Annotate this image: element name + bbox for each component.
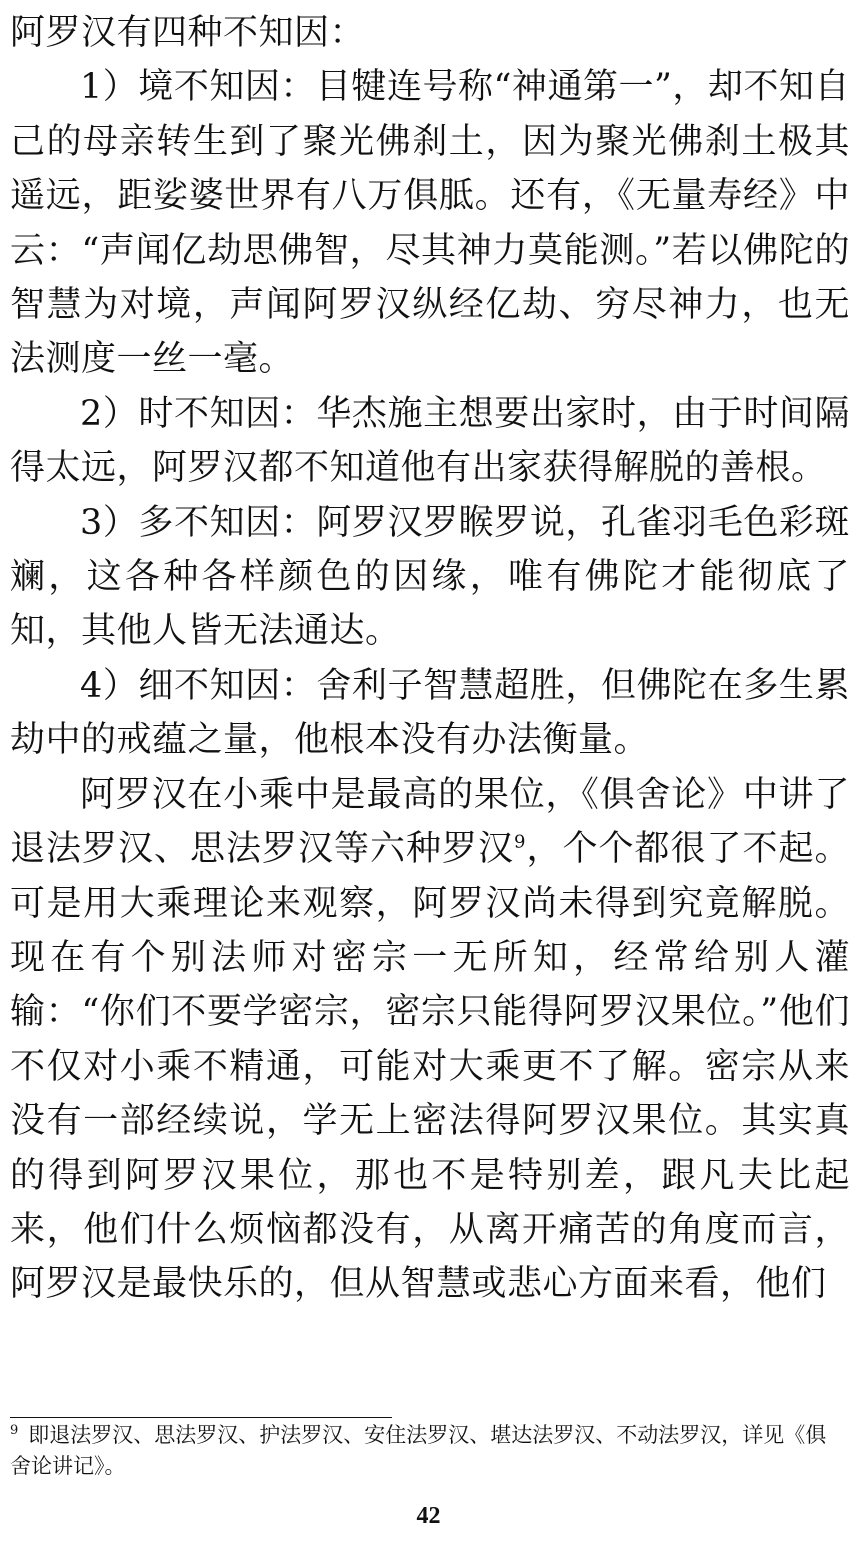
- footnote-divider: [10, 1417, 392, 1418]
- main-text: [10, 6, 850, 1312]
- paragraph-item-4: 4）细不知因：舍利子智慧超胜，但佛陀在多生累劫中的戒蕴之量，他根本没有办法衡量。: [10, 665, 850, 761]
- footnote-text: 即退法罗汉、思法罗汉、护法罗汉、安住法罗汉、堪达法罗汉、不动法罗汉，详见《俱舍论讲记》。: [10, 1423, 827, 1478]
- footnote-reference[interactable]: 9: [514, 831, 526, 853]
- paragraph-arhat-discussion: [10, 768, 850, 1312]
- footnote: [10, 1420, 845, 1482]
- paragraph-item-3: 3）多不知因：阿罗汉罗睺罗说，孔雀羽毛色彩斑斓，这各种各样颜色的因缘，唯有佛陀才能彻底了知，其他人皆无法通达。: [10, 502, 850, 652]
- page-number: 42: [416, 1503, 441, 1529]
- paragraph-item-1: 1）境不知因：目犍连号称“神通第一”，却不知自己的母亲转生到了聚光佛刹土，因为聚光佛刹土极其遥远，距娑婆世界有八万俱胝。还有，《无量寿经》中云：“声闻亿劫思佛智，尽其神力莫能测。”若以佛陀的智慧为对境，声闻阿罗汉纵经亿劫、穷尽神力，也无法测度一丝一毫。: [10, 67, 850, 380]
- paragraph-item-2: 2）时不知因：华杰施主想要出家时，由于时间隔得太远，阿罗汉都不知道他有出家获得解脱的善根。: [10, 393, 850, 489]
- paragraph-text-after-note: ，个个都很了不起。可是用大乘理论来观察，阿罗汉尚未得到究竟解脱。现在有个别法师对密宗一无所知，经常给别人灌输：“你们不要学密宗，密宗只能得阿罗汉果位。”他们不仅对小乘不精通，可能对大乘更不了解。密宗从来没有一部经续说，学无上密法得阿罗汉果位。其实真的得到阿罗汉果位，那也不是特别差，跟凡夫比起来，他们什么烦恼都没有，从离开痛苦的角度而言，阿罗汉是最快乐的，但从智慧或悲心方面来看，他们: [10, 829, 850, 1305]
- footnote-number: 9: [10, 1423, 19, 1438]
- paragraph-text-before-note: 阿罗汉在小乘中是最高的果位，《俱舍论》中讲了退法罗汉、思法罗汉等六种罗汉: [10, 774, 850, 870]
- paragraph-intro: 阿罗汉有四种不知因：: [10, 13, 366, 53]
